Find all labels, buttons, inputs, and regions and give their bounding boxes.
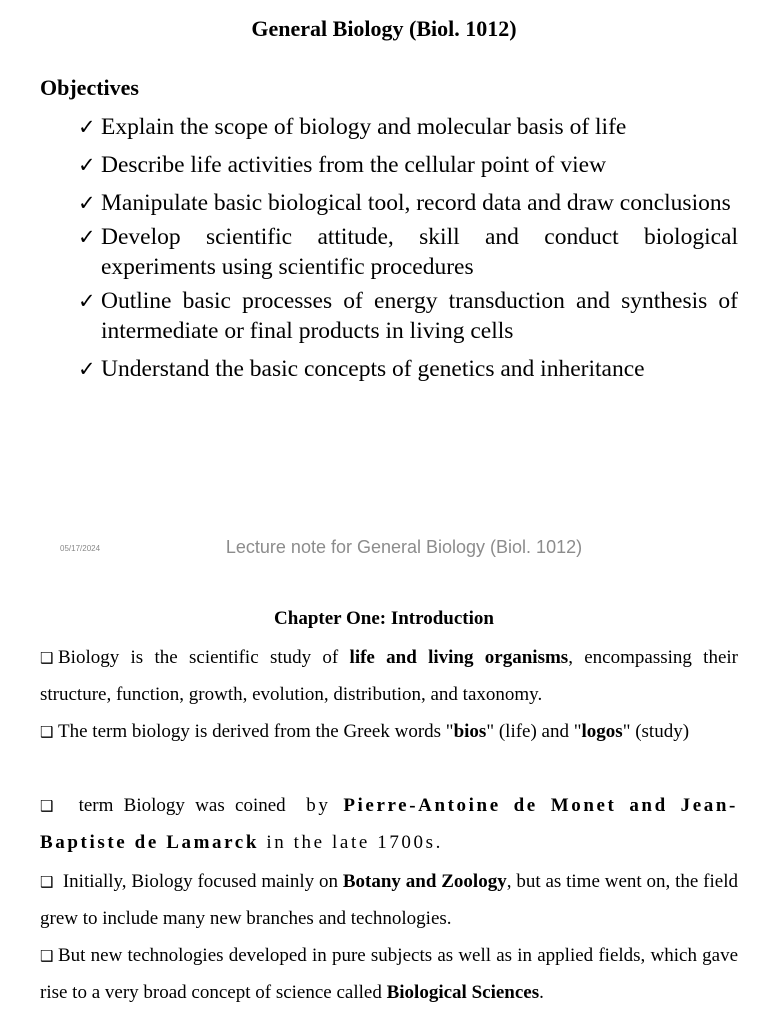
chapter-title: Chapter One: Introduction (274, 608, 494, 629)
para-bold: Biological Sciences (386, 981, 540, 1003)
square-bullet-icon: ❑ (40, 649, 54, 667)
square-bullet-icon: ❑ (40, 797, 54, 815)
objective-item (78, 354, 738, 384)
checkmark-icon: ✓ (78, 225, 96, 249)
square-bullet-icon: ❑ (40, 873, 54, 891)
para-text: Biology is the scientific study of (58, 647, 350, 668)
para-text: " (study) (622, 721, 690, 742)
para-text: " (life) and " (486, 721, 582, 742)
footer-date: 05/17/2024 (60, 544, 101, 553)
checkmark-icon: ✓ (78, 357, 96, 381)
paragraph-history (40, 864, 738, 937)
square-bullet-icon: ❑ (40, 723, 54, 741)
para-bold: bios (453, 721, 487, 742)
objectives-heading: Objectives (40, 75, 139, 100)
square-bullet-icon: ❑ (40, 947, 54, 965)
para-text: But new technologies developed in pure subjects as well as in applied fields, which gave rise to a very broad concept of science called (40, 945, 738, 1003)
objective-item (78, 286, 738, 346)
checkmark-icon: ✓ (78, 191, 96, 215)
objective-text: Understand the basic concepts of genetics and inheritance (101, 356, 645, 382)
objective-item (78, 150, 738, 180)
objective-text: Outline basic processes of energy transduction and synthesis of intermediate or final products in living cells (101, 288, 738, 344)
para-bold: Botany and Zoology (342, 871, 507, 892)
para-text: , but as time went on, the field grew to include many new branches and technologies. (40, 871, 738, 929)
para-text: term Biology was coined (58, 795, 307, 816)
para-text: by (306, 795, 344, 816)
paragraph-coined (40, 788, 738, 861)
objective-text: Manipulate basic biological tool, record data and draw conclusions (101, 190, 731, 216)
para-text: in the late 1700s. (259, 831, 443, 853)
paragraph-sciences (40, 938, 738, 1011)
para-text: , encompassing their structure, function, growth, evolution, distribution, and taxonomy. (40, 647, 738, 705)
para-text: Initially, Biology focused mainly on (58, 871, 343, 892)
paragraph-definition (40, 640, 738, 713)
objectives-list (78, 112, 738, 384)
objective-text: Develop scientific attitude, skill and conduct biological experiments using scientific procedures (101, 224, 738, 280)
checkmark-icon: ✓ (78, 289, 96, 313)
checkmark-icon: ✓ (78, 115, 96, 139)
para-bold: Pierre-Antoine de Monet and Jean-Baptiste de Lamarck (40, 795, 738, 853)
objective-item (78, 222, 738, 282)
objective-text: Describe life activities from the cellular point of view (101, 152, 607, 178)
checkmark-icon: ✓ (78, 153, 96, 177)
objective-item (78, 188, 738, 218)
objective-text: Explain the scope of biology and molecular basis of life (101, 114, 627, 140)
para-bold: life and living organisms (349, 647, 569, 668)
slide-introduction (0, 576, 768, 1024)
slide-title: General Biology (Biol. 1012) (251, 16, 517, 41)
objective-item (78, 112, 738, 142)
footer-text: Lecture note for General Biology (Biol. 1012) (225, 537, 583, 557)
paragraph-etymology (40, 714, 738, 751)
para-text: The term biology is derived from the Greek words " (58, 721, 454, 742)
para-bold: logos (581, 721, 623, 742)
para-text: . (539, 981, 544, 1003)
